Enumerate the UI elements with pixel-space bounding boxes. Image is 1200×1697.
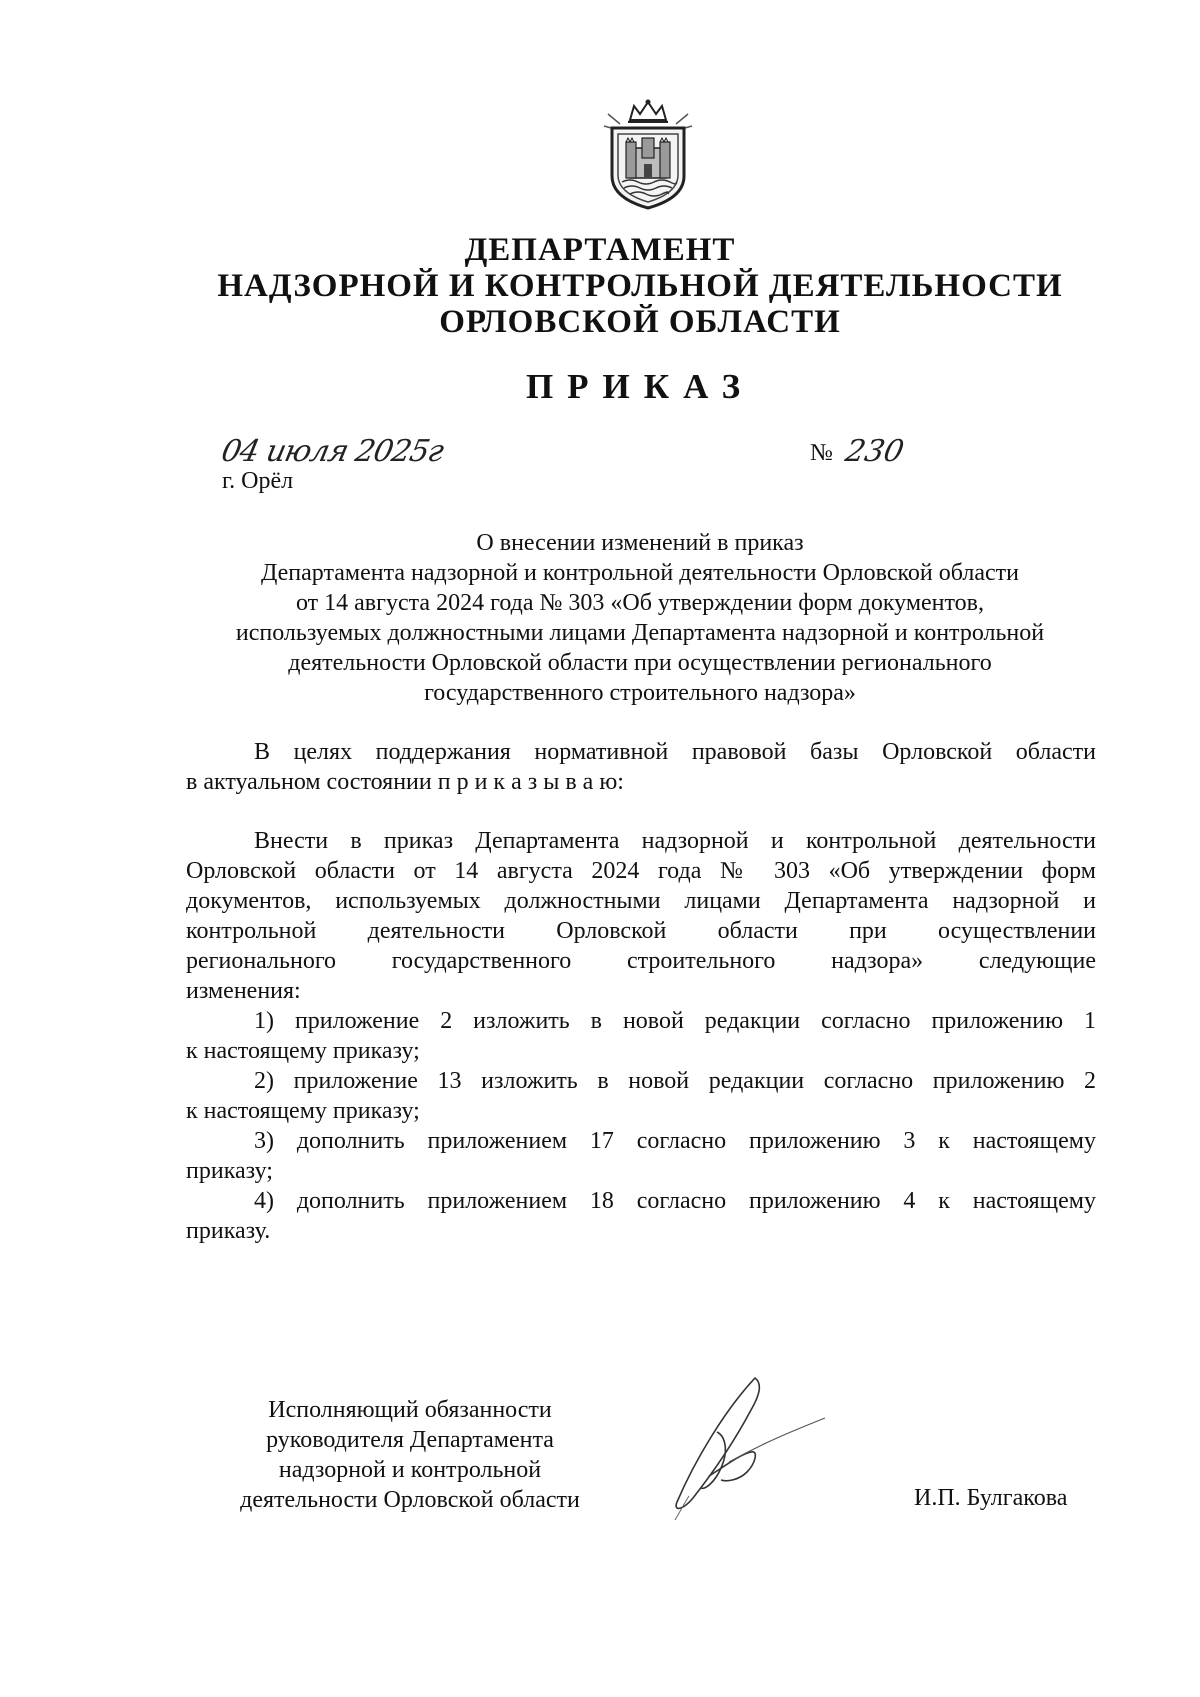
list-item: 3) дополнить приложением 17 согласно приложению 3 к настоящему	[254, 1128, 1096, 1154]
department-title-line-2: НАДЗОРНОЙ И КОНТРОЛЬНОЙ ДЕЯТЕЛЬНОСТИ	[217, 268, 1063, 304]
coat-of-arms-icon	[600, 98, 696, 212]
subject-line: Департамента надзорной и контрольной деятельности Орловской области	[260, 560, 1019, 586]
signatory-name: И.П. Булгакова	[914, 1485, 1068, 1511]
city-label: г. Орёл	[222, 468, 294, 494]
order-number-label: №	[810, 440, 833, 466]
subject-line: от 14 августа 2024 года № 303 «Об утверждении форм документов,	[295, 590, 985, 616]
order-subject	[195, 528, 1085, 708]
subject-line: используемых должностными лицами Департамента надзорной и контрольной	[235, 620, 1045, 646]
order-title: ПРИКАЗ	[525, 367, 755, 406]
department-title-line-1: ДЕПАРТАМЕНТ	[464, 232, 736, 268]
paragraph-line: документов, используемых должностными лицами Департамента надзорной и	[186, 888, 1096, 914]
position-line: руководителя Департамента	[266, 1427, 554, 1453]
subject-line: государственного строительного надзора»	[424, 680, 856, 706]
signatory-position	[190, 1395, 630, 1515]
paragraph-line: изменения:	[186, 978, 301, 1004]
list-item-continuation: к настоящему приказу;	[186, 1038, 420, 1064]
list-item-continuation: приказу.	[186, 1218, 271, 1244]
position-line: Исполняющий обязанности	[268, 1397, 552, 1423]
paragraph-line: регионального государственного строительного надзора» следующие	[186, 948, 1096, 974]
position-line: деятельности Орловской области	[240, 1487, 580, 1513]
list-item: 4) дополнить приложением 18 согласно приложению 4 к настоящему	[254, 1188, 1096, 1214]
handwritten-order-number: 230	[842, 434, 907, 469]
department-title-line-3: ОРЛОВСКОЙ ОБЛАСТИ	[439, 304, 841, 340]
paragraph-line: В целях поддержания нормативной правовой базы Орловской области	[254, 739, 1096, 765]
preamble-paragraph	[186, 737, 1096, 797]
list-item: 1) приложение 2 изложить в новой редакции согласно приложению 1	[254, 1008, 1096, 1034]
handwritten-date: 04 июля 2025г	[218, 434, 447, 469]
list-item: 2) приложение 13 изложить в новой редакции согласно приложению 2	[254, 1068, 1096, 1094]
list-item-continuation: к настоящему приказу;	[186, 1098, 420, 1124]
handwritten-signature	[655, 1370, 835, 1530]
paragraph-line: Орловской области от 14 августа 2024 года № 303 «Об утверждении форм	[186, 858, 1096, 884]
paragraph-line: контрольной деятельности Орловской области при осуществлении	[186, 918, 1096, 944]
paragraph-line: в актуальном состоянии п р и к а з ы в а ю:	[186, 769, 624, 795]
list-item-continuation: приказу;	[186, 1158, 273, 1184]
subject-line: О внесении изменений в приказ	[476, 530, 804, 556]
position-line: надзорной и контрольной	[278, 1457, 542, 1483]
paragraph-line: Внести в приказ Департамента надзорной и контрольной деятельности	[254, 828, 1096, 854]
subject-line: деятельности Орловской области при осуществлении регионального	[288, 650, 992, 676]
order-body	[186, 826, 1096, 1246]
